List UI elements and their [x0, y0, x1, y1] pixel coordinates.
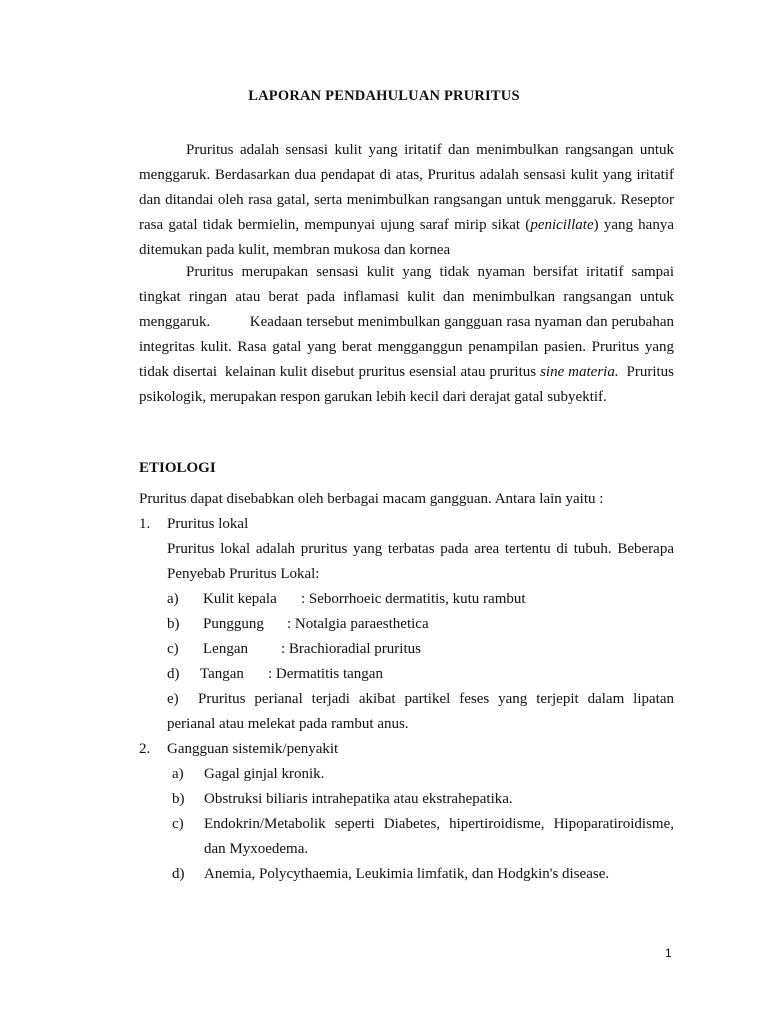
paragraph-definition: [139, 138, 674, 263]
sub-item: [167, 612, 429, 637]
paragraph-sensation-text-a: Pruritus merupakan sensasi kulit yang tidak nyaman bersifat iritatif sampai tingkat ringan atau berat pada inflamasi kulit dan menimbulkan rangsangan untuk menggaruk. Keadaan tersebut menimbulkan gangguan rasa nyaman dan perubahan integritas kulit. Rasa gatal yang berat mengganggun penampilan pasien. Pruritus yang tidak disertai kelainan kulit disebut pruritus esensial atau pruritus: [139, 264, 678, 380]
list-item-description: Pruritus lokal adalah pruritus yang terbatas pada area tertentu di tubuh. Beberapa Penyebab Pruritus Lokal:: [167, 541, 674, 582]
sub-item-label: a): [172, 766, 184, 782]
etiologi-intro: Pruritus dapat disebabkan oleh berbagai macam gangguan. Antara lain yaitu :: [139, 491, 604, 507]
sub-item-label: d): [167, 666, 180, 682]
sub-item-desc: : Seborrhoeic dermatitis, kutu rambut: [301, 591, 526, 607]
sub-item-label: d): [172, 866, 185, 882]
sub-item-text: Anemia, Polycythaemia, Leukimia limfatik, dan Hodgkin's disease.: [204, 866, 610, 882]
sub-item-label: e): [167, 691, 179, 707]
paragraph-sensation-text-b: Pruritus psikologik, merupakan respon garukan lebih kecil dari derajat gatal subyektif.: [139, 364, 678, 405]
sub-item: [167, 587, 526, 612]
list-number: 2.: [139, 741, 151, 757]
document-title: LAPORAN PENDAHULUAN PRURITUS: [248, 88, 520, 104]
sub-item-text: Gagal ginjal kronik.: [204, 766, 325, 782]
sub-item-desc: : Notalgia paraesthetica: [287, 616, 429, 632]
paragraph-definition-italic: penicillate: [530, 217, 594, 233]
sub-item: [167, 662, 383, 687]
list-number: 1.: [139, 516, 151, 532]
page-number: 1: [665, 946, 672, 960]
sub-item-text: Endokrin/Metabolik seperti Diabetes, hipertiroidisme, Hipoparatiroidisme, dan Myxoedema.: [204, 816, 674, 857]
paragraph-sensation-italic: sine materia.: [540, 364, 619, 380]
sub-item-name: Punggung: [203, 616, 264, 632]
sub-item-label: a): [167, 591, 179, 607]
sub-item-label: b): [172, 791, 185, 807]
paragraph-definition-text-a: Pruritus adalah sensasi kulit yang iritatif dan menimbulkan rangsangan untuk menggaruk. Berdasarkan dua pendapat di atas, Pruritus adalah sensasi kulit yang iritatif dan ditandai oleh rasa gatal, serta menimbulkan rangsangan untuk menggaruk. Reseptor rasa gatal tidak bermielin, mempunyai ujung saraf mirip sikat (: [139, 142, 674, 233]
sub-item-text: Pruritus perianal terjadi akibat partikel feses yang terjepit dalam lipatan perianal atau melekat pada rambut anus.: [167, 691, 674, 732]
sub-item-name: Lengan: [203, 641, 248, 657]
list-item-label: Gangguan sistemik/penyakit: [167, 741, 339, 757]
sub-item-perianal: [167, 687, 674, 737]
paragraph-sensation: [139, 260, 678, 410]
sub-item-label: c): [167, 641, 179, 657]
sub-item-name: Tangan: [200, 666, 244, 682]
sub-item-label: c): [172, 816, 184, 832]
list-item-label: Pruritus lokal: [167, 516, 249, 532]
sub-item-name: Kulit kepala: [203, 591, 277, 607]
sub-item-desc: : Brachioradial pruritus: [281, 641, 421, 657]
section-heading-etiologi: ETIOLOGI: [139, 460, 216, 476]
sub-item: [167, 637, 421, 662]
sub-item-desc: : Dermatitis tangan: [268, 666, 383, 682]
paragraph-definition-text-b: ) yang hanya ditemukan pada kulit, membran mukosa dan kornea: [139, 217, 674, 258]
sub-item-text: Obstruksi biliaris intrahepatika atau ekstrahepatika.: [204, 791, 513, 807]
sub-item-label: b): [167, 616, 180, 632]
